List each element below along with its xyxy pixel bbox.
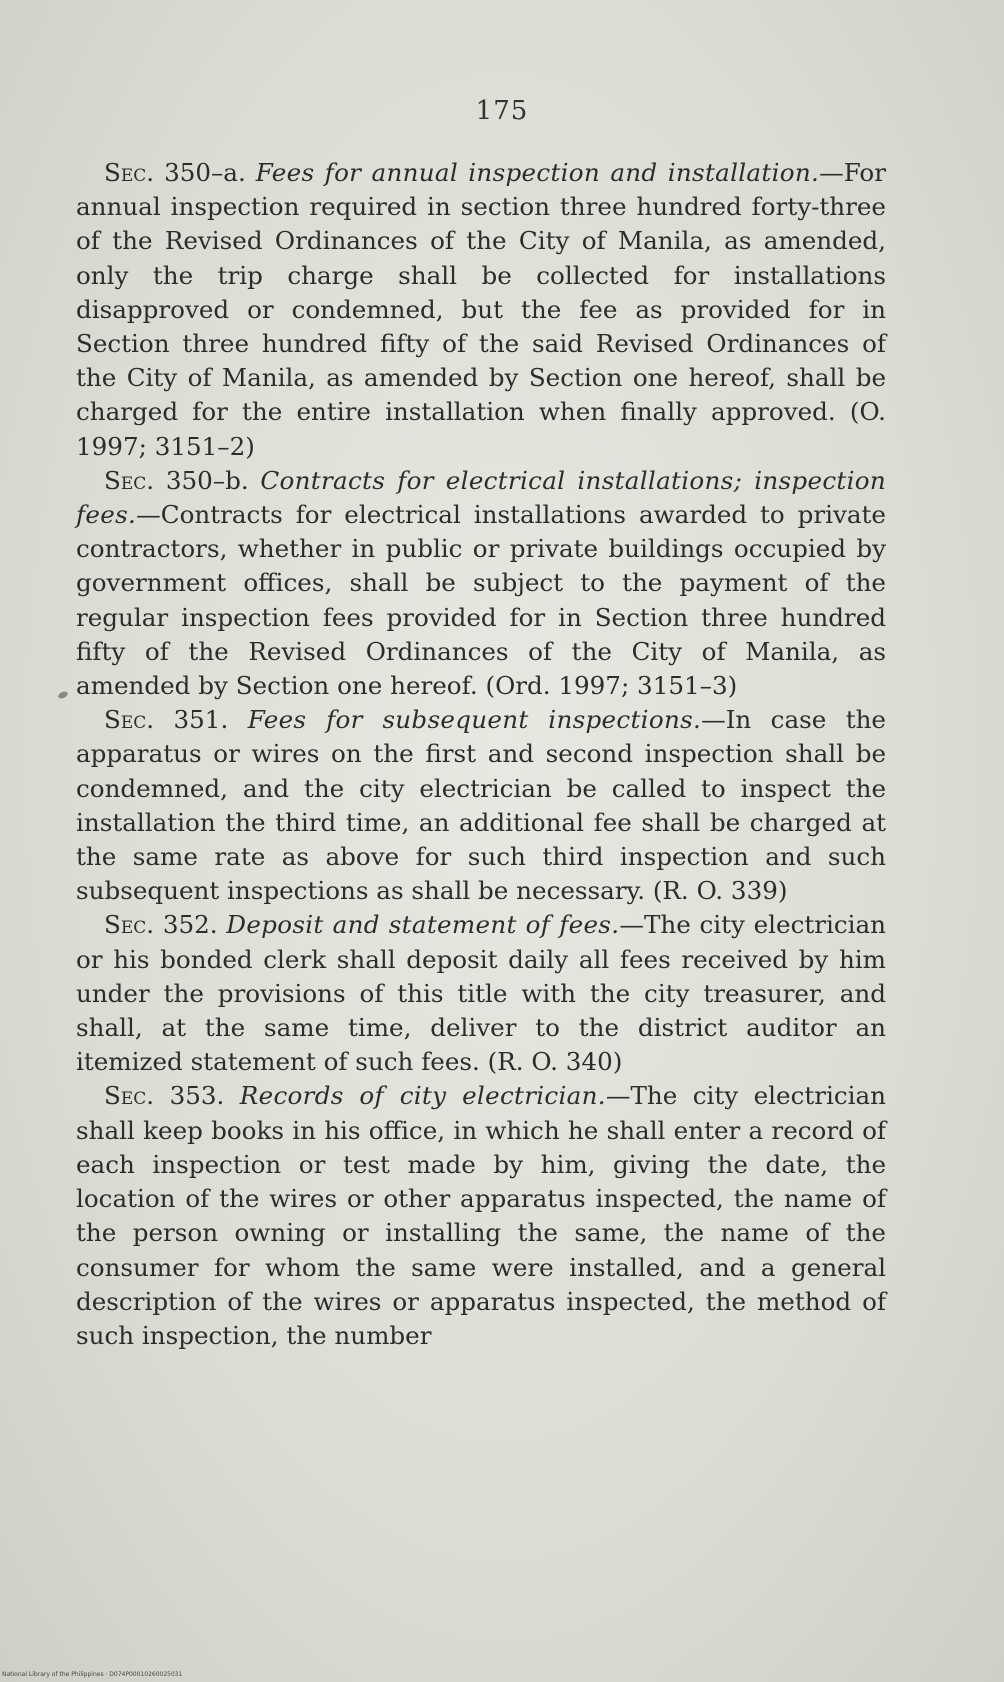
section-body: —Contracts for electrical installations awarded to private contractors, whether in public or private buildings occupied by government offices, shall be subject to the payment of the regular inspection fees provided for in Section three hundred fifty of the Revised Ordinances of the City of Manila, as amended by Section one hereof. (Ord. 1997; 3151–3) [76, 500, 886, 701]
section-body: —In case the apparatus or wires on the first and second inspection shall be condemned, and the city electrician be called to inspect the installation the third time, an additional fee shall be charged at the same rate as above for such third inspection and such subsequent inspections as shall be necessary. (R. O. 339) [76, 705, 886, 906]
scan-footer: National Library of the Philippines · D074P0001026002503​1 [2, 1671, 183, 1678]
section-label: Sec. [104, 705, 155, 735]
section-body: —The city electrician or his bonded clerk shall deposit daily all fees received by him under the provisions of this title with the city treasurer, and shall, at the same time, deliver to the district auditor an itemized statement of such fees. (R. O. 340) [76, 910, 886, 1077]
section-350a [76, 156, 886, 464]
section-body: —For annual inspection required in section three hundred forty-three of the Revised Ordinances of the City of Manila, as amended, only the trip charge shall be collected for installations disapproved or condemned, but the fee as provided for in Section three hundred fifty of the said Revised Ordinances of the City of Manila, as amended by Section one hereof, shall be charged for the entire installation when finally approved. (O. 1997; 3151–2) [76, 158, 886, 461]
section-number: 353. [169, 1081, 225, 1111]
section-352 [76, 908, 886, 1079]
section-number: 350–a. [164, 158, 246, 187]
section-350b [76, 464, 886, 703]
section-number: 352. [162, 910, 218, 940]
section-353 [76, 1079, 886, 1353]
section-number: 350–b. [165, 465, 249, 495]
section-caption: Records of city electrician. [239, 1081, 606, 1111]
section-label: Sec. [104, 910, 155, 940]
section-caption: Fees for subsequent inspections. [247, 705, 702, 735]
page-number: 175 [475, 96, 529, 126]
section-caption: Deposit and statement of fees. [226, 910, 620, 940]
section-body: —The city electrician shall keep books in his office, in which he shall enter a record of each inspection or test made by him, giving the date, the location of the wires or other apparatus inspected, the name of the person owning or installing the same, the name of the consumer for whom the same were installed, and a general description of the wires or apparatus inspected, the method of such inspection, the number [76, 1081, 887, 1350]
section-351 [76, 703, 886, 908]
section-caption: Fees for annual inspection and installation. [255, 158, 820, 187]
section-label: Sec. [104, 1081, 155, 1111]
section-label: Sec. [104, 158, 155, 187]
scan-speck [57, 690, 69, 700]
section-caption: Contracts for electrical installations; inspection fees. [76, 465, 886, 530]
section-label: Sec. [104, 465, 155, 495]
ordinance-text [76, 156, 886, 1353]
section-number: 351. [173, 705, 229, 735]
